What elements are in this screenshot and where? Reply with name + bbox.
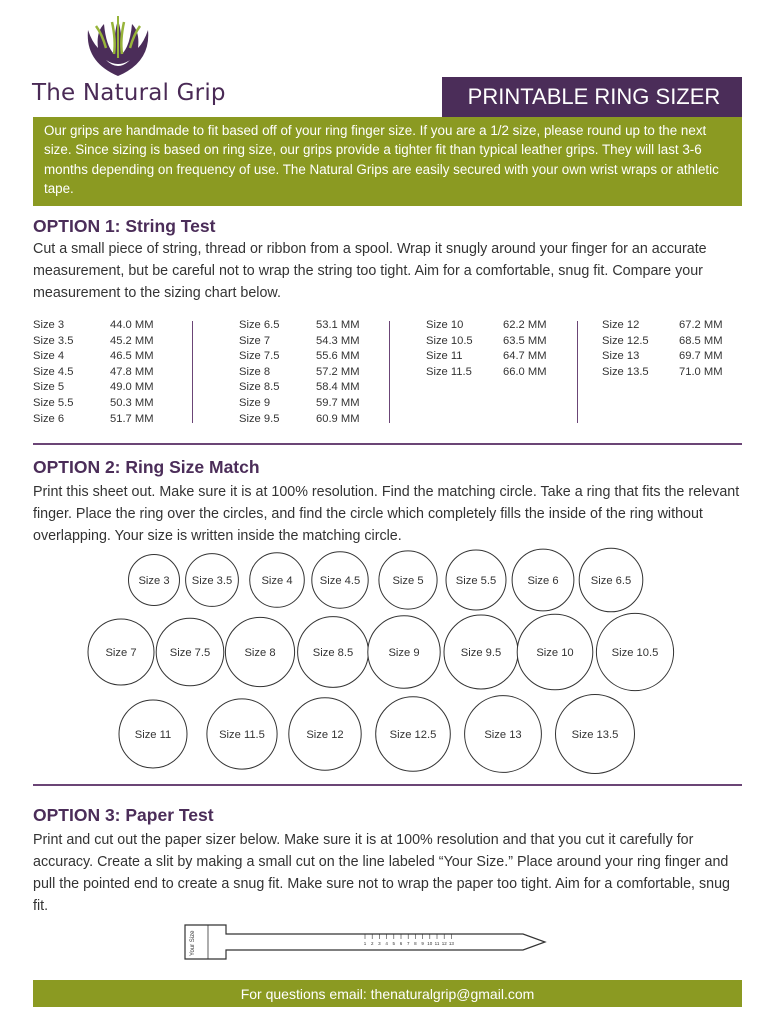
size-label: Size 11.5	[426, 365, 472, 378]
scale-number: 6	[399, 941, 403, 946]
strip-label: Your Size	[190, 930, 196, 956]
size-table-row	[239, 412, 360, 428]
size-label: Size 4	[33, 350, 65, 363]
size-table-row	[33, 334, 154, 350]
size-label: Size 9	[239, 396, 271, 409]
ring-size-label: Size 6	[527, 575, 559, 587]
table-divider	[389, 321, 390, 423]
size-table-row	[33, 412, 154, 428]
ring-size-label: Size 11	[134, 729, 172, 741]
ring-size-label: Size 8.5	[312, 647, 354, 659]
size-measurement: 54.3 MM	[316, 334, 360, 347]
size-label: Size 9.5	[239, 412, 280, 425]
size-table-row	[239, 318, 360, 334]
option2-heading: OPTION 2: Ring Size Match	[33, 457, 260, 477]
size-table-col-1	[33, 318, 154, 427]
size-table-row	[602, 334, 723, 350]
size-measurement: 51.7 MM	[110, 412, 154, 425]
brand-name: The Natural Grip	[32, 80, 226, 106]
ring-size-label: Size 9.5	[460, 647, 502, 659]
footer-contact: For questions email: thenaturalgrip@gmail.com	[33, 980, 742, 1007]
ring-size-label: Size 12.5	[389, 729, 437, 741]
size-label: Size 4.5	[33, 365, 74, 378]
ring-size-label: Size 11.5	[219, 729, 265, 741]
section-divider	[33, 443, 742, 445]
size-label: Size 3.5	[33, 334, 74, 347]
scale-number: 3	[378, 941, 381, 946]
size-table-row	[33, 396, 154, 412]
size-table-row	[239, 349, 360, 365]
size-table-row	[239, 380, 360, 396]
ring-size-label: Size 4.5	[319, 575, 361, 587]
size-measurement: 46.5 MM	[110, 350, 154, 363]
ring-size-label: Size 10	[536, 647, 574, 659]
size-measurement: 64.7 MM	[503, 350, 547, 363]
ring-size-label: Size 5.5	[455, 575, 497, 587]
size-measurement: 57.2 MM	[316, 365, 360, 378]
ring-size-label: Size 6.5	[590, 575, 632, 587]
size-table-row	[239, 334, 360, 350]
option2-text: Print this sheet out. Make sure it is at 100% resolution. Find the matching circle. Take a ring that fits the relevant finger. Place the ring over the circles, and find the circle which completely fills the inside of the ring without overlapping. Your size is written inside the matching circle.	[33, 484, 740, 544]
size-table-row	[426, 365, 547, 381]
scale-number: 13	[448, 941, 454, 946]
size-table-row	[33, 365, 154, 381]
scale-number: 11	[434, 941, 440, 946]
size-label: Size 8	[239, 365, 271, 378]
size-label: Size 8.5	[239, 381, 280, 394]
ring-size-label: Size 13.5	[571, 729, 619, 741]
size-measurement: 49.0 MM	[110, 381, 154, 394]
size-measurement: 68.5 MM	[679, 334, 723, 347]
scale-number: 9	[421, 941, 424, 946]
ring-size-label: Size 7	[105, 647, 137, 659]
grip-logo-icon	[82, 12, 154, 80]
size-measurement: 50.3 MM	[110, 396, 154, 409]
ring-size-label: Size 9	[388, 647, 420, 659]
ring-size-label: Size 7.5	[169, 647, 211, 659]
paper-sizer-strip	[180, 920, 560, 970]
option3-text: Print and cut out the paper sizer below. Make sure it is at 100% resolution and that you cut it carefully for accuracy. Create a slit by making a small cut on the line labeled “Your Size.” Place around your ring finger and pull the pointed end to create a snug fit. Make sure not to wrap the paper too tight. Aim for a comfortable, snug fit.	[33, 832, 730, 914]
ring-size-label: Size 4	[261, 575, 293, 587]
size-label: Size 13	[602, 350, 640, 363]
option3-heading: OPTION 3: Paper Test	[33, 805, 214, 825]
table-divider	[192, 321, 193, 423]
ring-size-circles	[0, 540, 768, 780]
scale-number: 12	[441, 941, 447, 946]
size-table-row	[33, 349, 154, 365]
size-measurement: 47.8 MM	[110, 365, 154, 378]
size-label: Size 7.5	[239, 350, 280, 363]
size-table-row	[602, 365, 723, 381]
size-measurement: 63.5 MM	[503, 334, 547, 347]
ring-size-label: Size 3	[138, 575, 170, 587]
size-label: Size 13.5	[602, 365, 649, 378]
size-table-row	[239, 365, 360, 381]
ring-size-label: Size 3.5	[191, 575, 233, 587]
size-measurement: 69.7 MM	[679, 350, 723, 363]
scale-number: 1	[363, 941, 367, 946]
size-label: Size 6.5	[239, 319, 280, 331]
size-table-col-3	[426, 318, 547, 380]
size-measurement: 59.7 MM	[316, 396, 360, 409]
scale-number: 7	[406, 941, 410, 946]
size-measurement: 53.1 MM	[316, 319, 360, 331]
ring-size-label: Size 12	[306, 729, 344, 741]
size-label: Size 10	[426, 319, 464, 331]
scale-number: 4	[385, 941, 388, 946]
size-measurement: 66.0 MM	[503, 365, 547, 378]
ring-size-label: Size 8	[244, 647, 276, 659]
size-measurement: 62.2 MM	[503, 319, 547, 331]
size-label: Size 12.5	[602, 334, 649, 347]
size-table-row	[239, 396, 360, 412]
size-measurement: 58.4 MM	[316, 381, 360, 394]
size-table-row	[426, 318, 547, 334]
size-table-col-4	[602, 318, 723, 380]
size-label: Size 7	[239, 334, 271, 347]
size-table-row	[33, 380, 154, 396]
option1-text: Cut a small piece of string, thread or ribbon from a spool. Wrap it snugly around your finger for an accurate measurement, but be careful not to wrap the string too tight. Aim for a comfortable, snug fit. Compare your measurement to the sizing chart below.	[33, 241, 707, 301]
intro-text: Our grips are handmade to fit based off of your ring finger size. If you are a 1/2 size, please round up to the next size. Since sizing is based on ring size, our grips provide a tighter fit than typical leather grips. They will last 3-6 months depending on frequency of use. The Natural Grips are easily secured with your own wrist wraps or athletic tape.	[33, 117, 742, 206]
size-measurement: 45.2 MM	[110, 334, 154, 347]
ring-size-label: Size 5	[392, 575, 424, 587]
size-measurement: 60.9 MM	[316, 412, 360, 425]
ring-size-label: Size 13	[484, 729, 522, 741]
size-table-row	[426, 334, 547, 350]
size-table-row	[602, 318, 723, 334]
size-label: Size 3	[33, 319, 65, 331]
size-label: Size 11	[426, 350, 463, 363]
size-table-col-2	[239, 318, 360, 427]
ring-size-label: Size 10.5	[611, 647, 659, 659]
page-title: PRINTABLE RING SIZER	[442, 77, 742, 117]
size-table-row	[426, 349, 547, 365]
size-measurement: 44.0 MM	[110, 319, 154, 331]
table-divider	[577, 321, 578, 423]
size-measurement: 67.2 MM	[679, 319, 723, 331]
section-divider	[33, 784, 742, 786]
size-label: Size 6	[33, 412, 65, 425]
scale-number: 10	[427, 941, 433, 946]
size-table-row	[33, 318, 154, 334]
scale-number: 5	[392, 941, 396, 946]
size-measurement: 55.6 MM	[316, 350, 360, 363]
size-label: Size 5	[33, 381, 65, 394]
size-label: Size 10.5	[426, 334, 473, 347]
size-label: Size 12	[602, 319, 640, 331]
size-measurement: 71.0 MM	[679, 365, 723, 378]
size-table-row	[602, 349, 723, 365]
scale-number: 8	[414, 941, 417, 946]
size-label: Size 5.5	[33, 396, 74, 409]
option1-heading: OPTION 1: String Test	[33, 216, 216, 236]
scale-number: 2	[370, 941, 374, 946]
